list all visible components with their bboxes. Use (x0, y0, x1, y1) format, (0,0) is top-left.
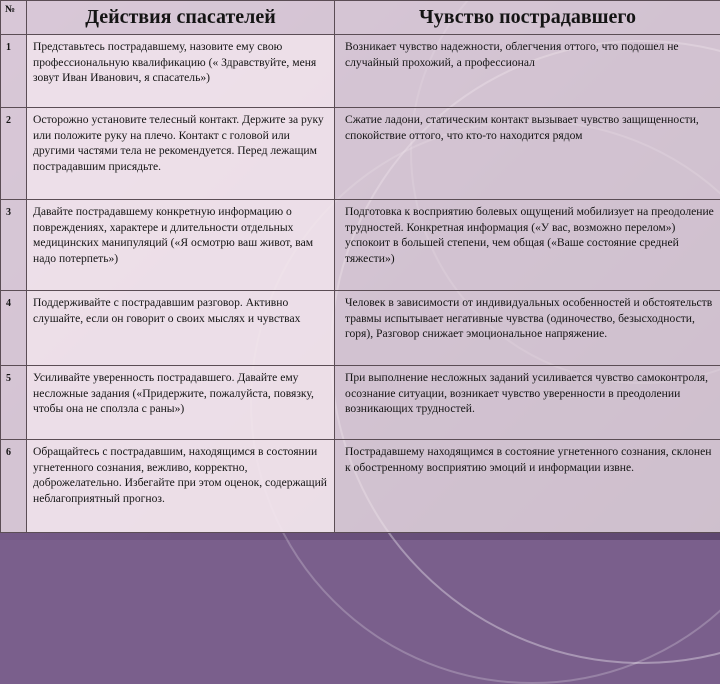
action-cell: Поддерживайте с пострадавшим разговор. Активно слушайте, если он говорит о своих мыслях и чувствах (27, 291, 335, 366)
row-number: 3 (1, 200, 27, 291)
table-row (1, 200, 720, 291)
feeling-cell: Возникает чувство надежности, облегчения оттого, что подошел не случайный прохожий, а профессионал (335, 35, 720, 108)
table-row (1, 366, 720, 440)
header-actions: Действия спасателей (27, 1, 335, 35)
row-number: 5 (1, 366, 27, 440)
header-feeling: Чувство пострадавшего (335, 1, 720, 35)
feeling-cell: При выполнение несложных заданий усиливается чувство самоконтроля, осознание ситуации, возникает чувство уверенности в преодолении возникающих трудностей. (335, 366, 720, 440)
action-cell: Осторожно установите телесный контакт. Держите за руку или положите руку на плечо. Контакт с головой или другими частями тела не рекомендуется. Перед лежащим пострадавшим присядьте. (27, 108, 335, 200)
table-row (1, 291, 720, 366)
action-cell: Представьтесь пострадавшему, назовите ему свою профессиональную квалификацию (« Здравствуйте, меня зовут Иван Иванович, я спасатель») (27, 35, 335, 108)
row-number: 6 (1, 440, 27, 533)
feeling-cell: Человек в зависимости от индивидуальных особенностей и обстоятельств травмы испытывает негативные чувства (одиночество, безысходности, горя), Разговор снижает эмоциональное напряжение. (335, 291, 720, 366)
row-number: 2 (1, 108, 27, 200)
table-row (1, 35, 720, 108)
row-number: 4 (1, 291, 27, 366)
action-cell: Давайте пострадавшему конкретную информацию о повреждениях, характере и длительности отдельных медицинских манипуляций («Я осмотрю ваш живот, вам надо потерпеть») (27, 200, 335, 291)
action-cell: Усиливайте уверенность пострадавшего. Давайте ему несложные задания («Придержите, пожалуйста, повязку, чтобы она не сползла с раны») (27, 366, 335, 440)
table-row (1, 440, 720, 533)
table-row (1, 108, 720, 200)
feeling-cell: Сжатие ладони, статическим контакт вызывает чувство защищенности, спокойствие оттого, что кто-то находится рядом (335, 108, 720, 200)
feeling-cell: Подготовка к восприятию болевых ощущений мобилизует на преодоление трудностей. Конкретная информация («У вас, возможно перелом») успокоит в большей степени, чем общая («Ваше состояние средней тяжести») (335, 200, 720, 291)
action-cell: Обращайтесь с пострадавшим, находящимся в состоянии угнетенного сознания, вежливо, корректно, доброжелательно. Избегайте при этом оценок, содержащий неблагоприятный прогноз. (27, 440, 335, 533)
feeling-cell: Пострадавшему находящимся в состояние угнетенного сознания, склонен к обостренному восприятию эмоций и информации извне. (335, 440, 720, 533)
row-number: 1 (1, 35, 27, 108)
header-number: № (1, 1, 27, 35)
table-header-row (1, 1, 720, 35)
